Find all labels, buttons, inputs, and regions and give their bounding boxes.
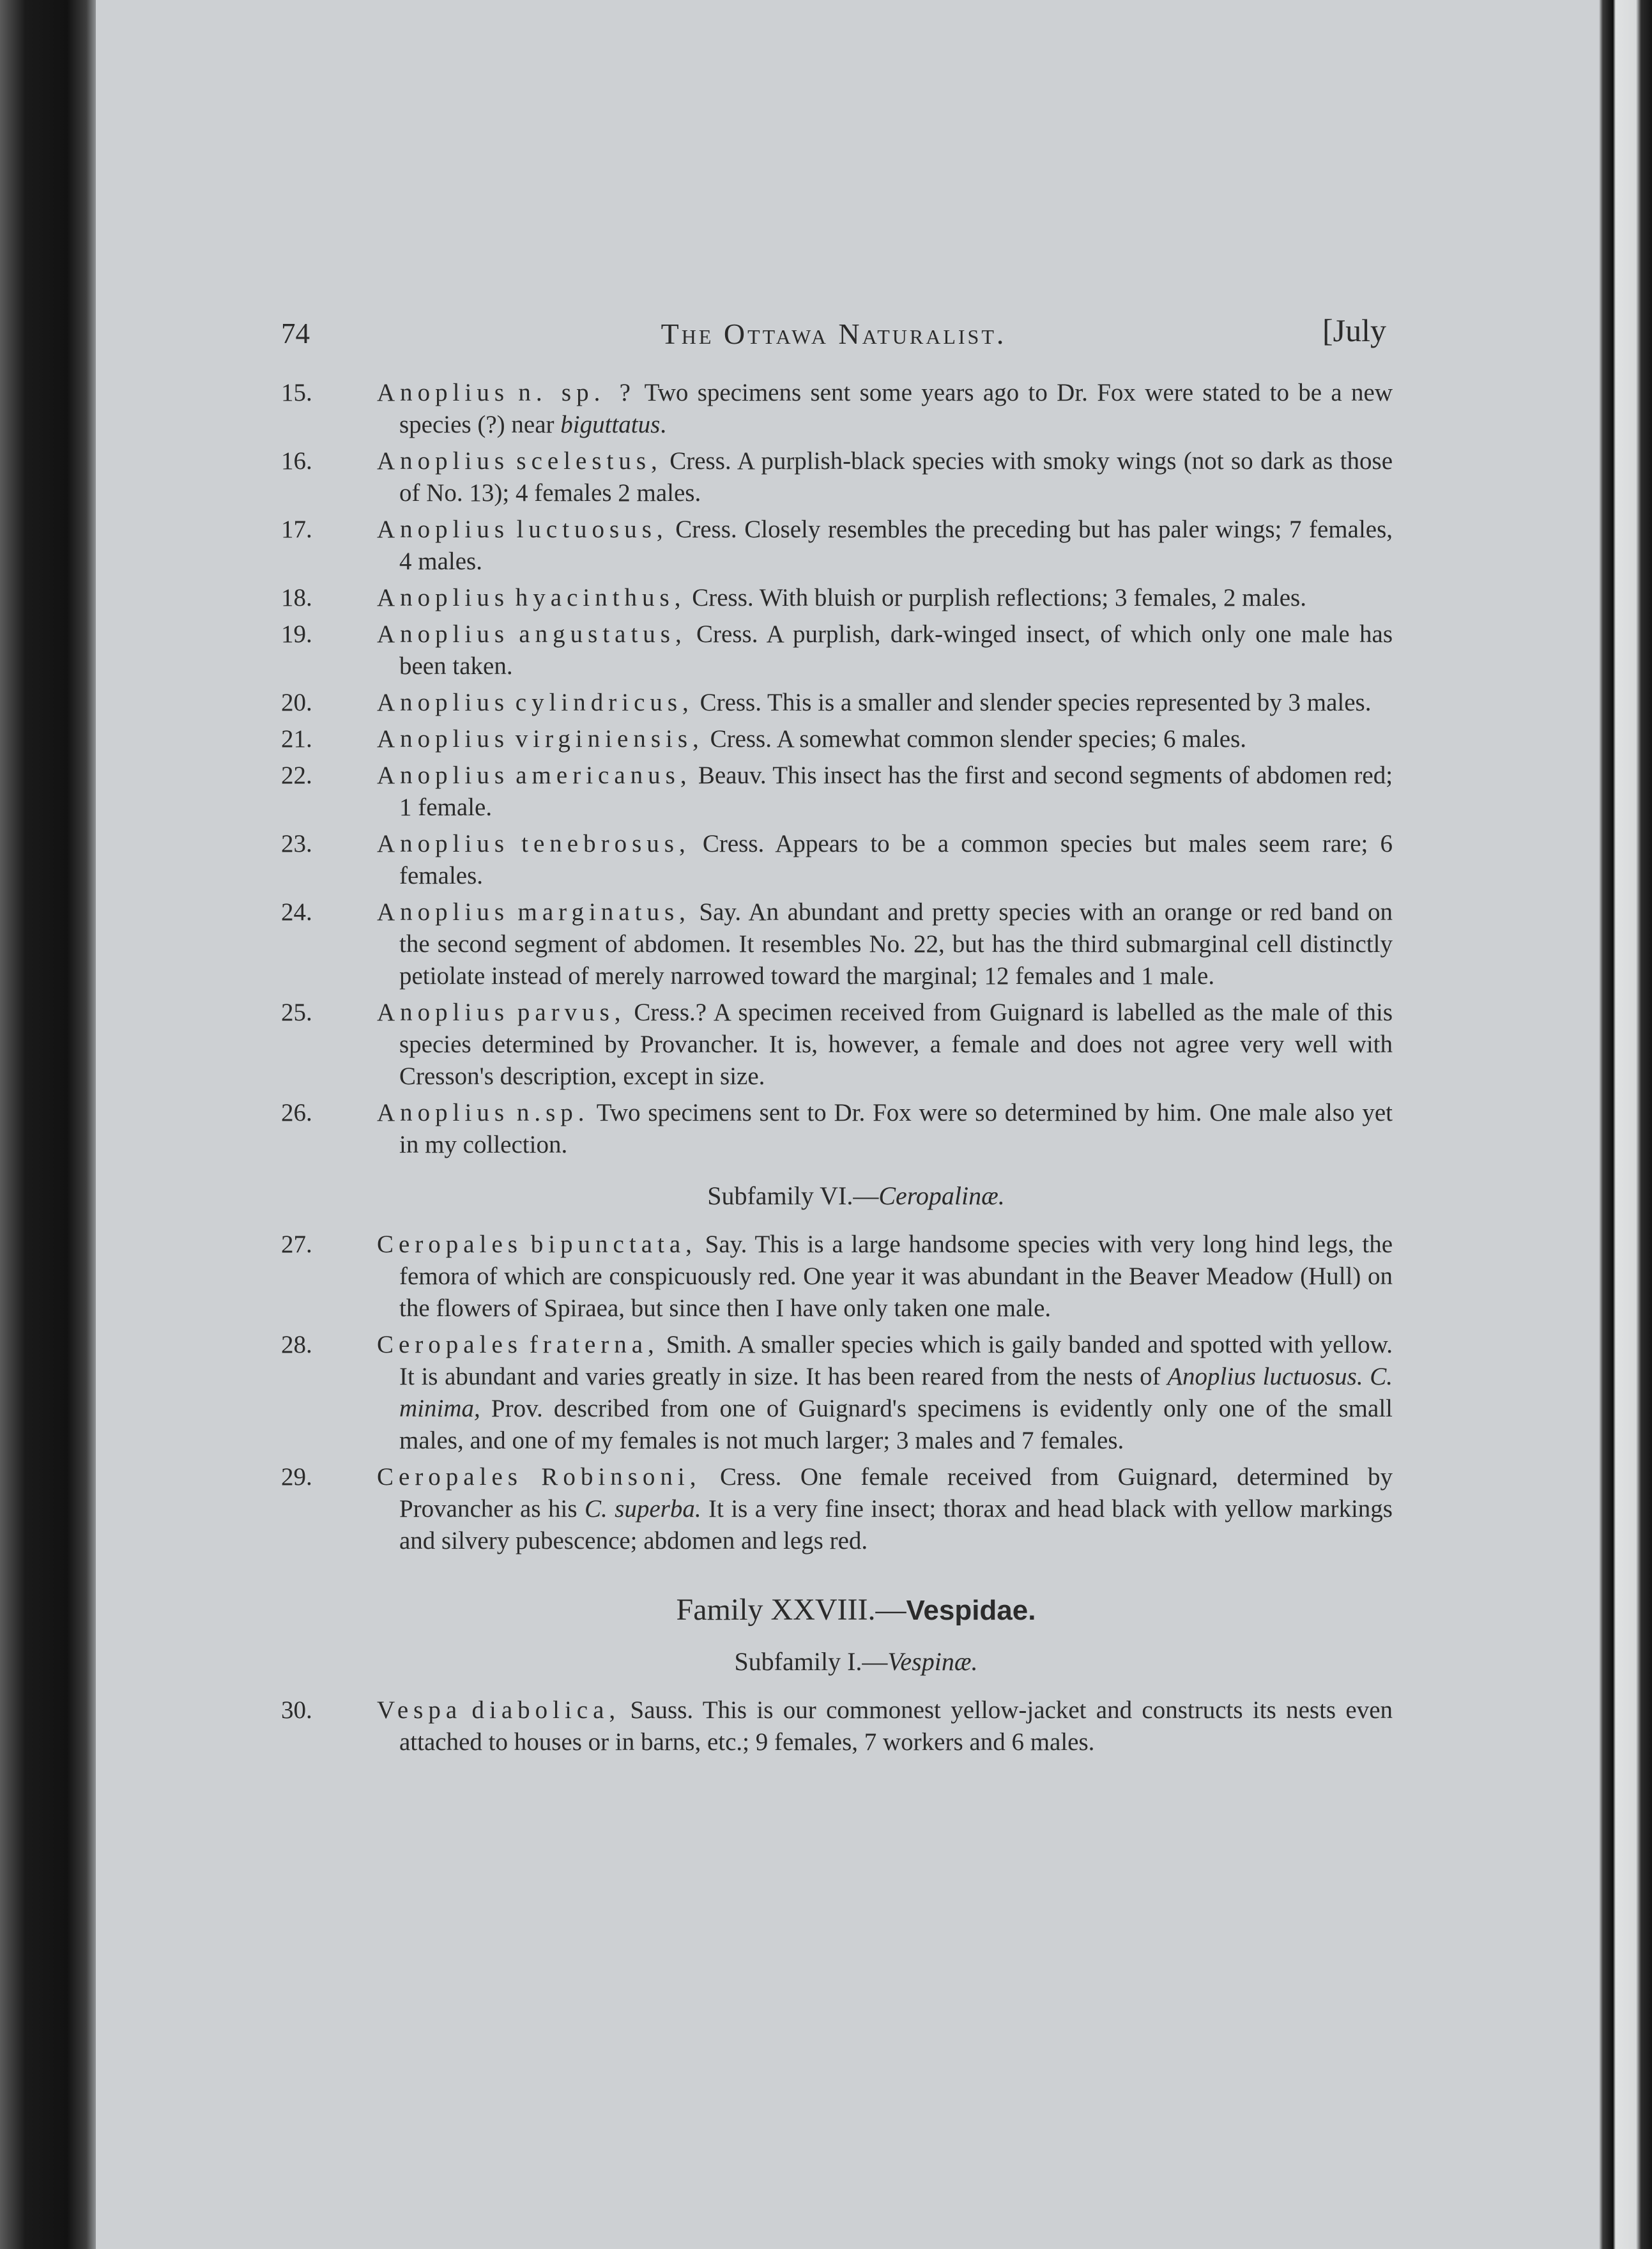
- species: virginiensis,: [515, 725, 704, 753]
- entry-text: [377, 582, 1393, 614]
- genus: Anoplius: [377, 620, 510, 648]
- species: parvus,: [517, 999, 626, 1026]
- description: A specimen received from Guignard is labelled as the male of this species determined by Provancher. It is, however, a female and does not agree very well with Cresson's description, except in size.: [399, 999, 1393, 1090]
- genus: Anoplius: [377, 689, 510, 716]
- entry-number: 20.: [281, 689, 312, 716]
- species: n.sp.: [516, 1099, 590, 1126]
- species: angustatus,: [519, 620, 687, 648]
- entry-number: 27.: [281, 1231, 312, 1258]
- description-italic: C. superba.: [584, 1495, 701, 1523]
- entry-number: 16.: [281, 447, 312, 475]
- subfamily-prefix: Subfamily VI.—: [707, 1181, 879, 1210]
- description: A somewhat common slender species; 6 males.: [776, 725, 1247, 753]
- description: This is a large handsome species with very long hind legs, the femora of which are conspicuously red. One year it was abundant in the Beaver Meadow (Hull) on the flowers of Spiraea, but since then I have only taken one male.: [399, 1231, 1393, 1322]
- description: Two specimens sent some years ago to Dr. Fox were stated to be a new species (?) near: [399, 379, 1393, 438]
- author: Cress.?: [634, 999, 707, 1026]
- description: An abundant and pretty species with an orange or red band on the second segment of abdomen. It resembles No. 22, but has the third submarginal cell distinctly petiolate instead of merely narrowed toward the marginal; 12 females and 1 male.: [399, 898, 1393, 990]
- species: tenebrosus,: [521, 830, 691, 857]
- species: bipunctata,: [530, 1231, 697, 1258]
- entry-17: [281, 514, 1393, 578]
- entry-30: [281, 1694, 1393, 1758]
- entry-text: [377, 1097, 1393, 1161]
- entry-number: 28.: [281, 1331, 312, 1358]
- entry-text: [377, 1329, 1393, 1457]
- genus: Anoplius: [377, 898, 510, 926]
- description: With bluish or purplish reflections; 3 females, 2 males.: [759, 584, 1306, 611]
- entry-text: [377, 514, 1393, 578]
- genus: Anoplius: [377, 999, 510, 1026]
- species: americanus,: [516, 762, 692, 789]
- scan-left-edge: [0, 0, 96, 2249]
- genus: Anoplius: [377, 830, 510, 857]
- genus: Anoplius: [377, 584, 510, 611]
- description: A purplish-black species with smoky wings (not so dark as those of No. 13); 4 females 2 males.: [399, 447, 1393, 507]
- subfamily-heading-vespinae: [281, 1646, 1393, 1678]
- family-heading-vespidae: [281, 1594, 1393, 1627]
- entry-number: 24.: [281, 898, 312, 926]
- entry-24: [281, 896, 1393, 992]
- entry-16: [281, 445, 1393, 509]
- description-end: .: [660, 411, 667, 438]
- description-part-2: It is a very fine insect; thorax and head black with yellow markings and silvery pubescence; abdomen and legs red.: [399, 1495, 1393, 1554]
- species-list: [281, 377, 1393, 1763]
- entry-text: [377, 723, 1393, 755]
- scan-right-edge: [1599, 0, 1652, 2249]
- entry-number: 22.: [281, 762, 312, 789]
- entry-number: 18.: [281, 584, 312, 611]
- journal-title: The Ottawa Naturalist.: [661, 318, 1007, 350]
- author: Sauss.: [630, 1696, 694, 1724]
- subfamily-prefix: Subfamily I.—: [734, 1647, 888, 1676]
- species: Robinsoni,: [541, 1463, 701, 1491]
- author: Say.: [699, 898, 742, 926]
- genus: Ceropales: [377, 1231, 523, 1258]
- entry-text: [377, 828, 1393, 892]
- entry-19: [281, 618, 1393, 682]
- genus: Anoplius: [377, 762, 510, 789]
- anoplius-entries: [281, 377, 1393, 1161]
- entry-26: [281, 1097, 1393, 1161]
- entry-25: [281, 997, 1393, 1093]
- subfamily-name: Ceropalinæ.: [878, 1181, 1005, 1210]
- description: This insect has the first and second segments of abdomen red; 1 female.: [399, 762, 1393, 821]
- family-prefix: Family XXVIII.—: [676, 1593, 906, 1627]
- genus: Anoplius: [377, 379, 510, 406]
- entry-text: [377, 1229, 1393, 1324]
- entry-15: [281, 377, 1393, 441]
- entry-number: 23.: [281, 830, 312, 857]
- entry-20: [281, 687, 1393, 719]
- species: hyacinthus,: [515, 584, 686, 611]
- entry-text: [377, 618, 1393, 682]
- author: Cress.: [710, 725, 772, 753]
- description: This is a smaller and slender species represented by 3 males.: [767, 689, 1372, 716]
- species: scelestus,: [516, 447, 662, 475]
- species: fraterna,: [529, 1331, 659, 1358]
- author: Say.: [705, 1231, 747, 1258]
- entry-text: [377, 760, 1393, 824]
- description: Appears to be a common species but males seem rare; 6 females.: [399, 830, 1393, 889]
- entry-number: 19.: [281, 620, 312, 648]
- subfamily-name: Vespinæ.: [887, 1647, 978, 1676]
- entry-number: 30.: [281, 1696, 312, 1724]
- author: Cress.: [692, 584, 754, 611]
- genus: Ceropales: [377, 1331, 523, 1358]
- page-number: 74: [281, 318, 310, 349]
- entry-number: 29.: [281, 1463, 312, 1491]
- author: Smith.: [666, 1331, 732, 1358]
- author: Cress.: [675, 516, 737, 543]
- description-part-1: One female received from Guignard, determined by Provancher as his: [399, 1463, 1393, 1523]
- entry-text: [377, 687, 1393, 719]
- species: diabolica,: [471, 1696, 621, 1724]
- description: A purplish, dark-winged insect, of which only one male has been taken.: [399, 620, 1393, 680]
- author: Cress.: [702, 830, 765, 857]
- genus: Vespa: [377, 1696, 463, 1724]
- description-part-1: A smaller species which is gaily banded and spotted with yellow. It is abundant and varies greatly in size. It has been reared from the nests of: [399, 1331, 1393, 1390]
- entry-22: [281, 760, 1393, 824]
- entry-number: 25.: [281, 999, 312, 1026]
- genus: Anoplius: [377, 447, 510, 475]
- entry-number: 26.: [281, 1099, 312, 1126]
- entry-text: [377, 896, 1393, 992]
- entry-28: [281, 1329, 1393, 1457]
- entry-number: 21.: [281, 725, 312, 753]
- family-name: Vespidae.: [906, 1595, 1036, 1626]
- genus: Anoplius: [377, 1099, 510, 1126]
- description: Two specimens sent to Dr. Fox were so determined by him. One male also yet in my collection.: [399, 1099, 1393, 1158]
- entry-29: [281, 1461, 1393, 1557]
- species: marginatus,: [517, 898, 691, 926]
- author: Cress.: [669, 447, 731, 475]
- description-part-2: Prov. described from one of Guignard's specimens is evidently only one of the small males, and one of my females is not much larger; 3 males and 7 females.: [399, 1395, 1393, 1454]
- species: luctuosus,: [516, 516, 668, 543]
- author: Cress.: [719, 1463, 782, 1491]
- entry-text: [377, 445, 1393, 509]
- entry-18: [281, 582, 1393, 614]
- page-header: [281, 312, 1386, 363]
- description: Closely resembles the preceding but has paler wings; 7 females, 4 males.: [399, 516, 1393, 575]
- author: Beauv.: [698, 762, 767, 789]
- genus: Ceropales: [377, 1463, 523, 1491]
- entry-text: [377, 377, 1393, 441]
- author: Cress.: [696, 620, 758, 648]
- author: Cress.: [700, 689, 761, 716]
- description-italic: biguttatus: [560, 411, 661, 438]
- entry-number: 17.: [281, 516, 312, 543]
- issue-month: [July: [1322, 312, 1386, 348]
- entry-number: 15.: [281, 379, 312, 406]
- entry-23: [281, 828, 1393, 892]
- entry-text: [377, 1461, 1393, 1557]
- genus: Anoplius: [377, 725, 510, 753]
- species: n. sp. ?: [518, 379, 636, 406]
- subfamily-heading-ceropalinae: [281, 1180, 1393, 1212]
- description: This is our commonest yellow-jacket and constructs its nests even attached to houses or in barns, etc.; 9 females, 7 workers and 6 males.: [399, 1696, 1393, 1756]
- entry-text: [377, 1694, 1393, 1758]
- entry-21: [281, 723, 1393, 755]
- genus: Anoplius: [377, 516, 510, 543]
- entry-text: [377, 997, 1393, 1093]
- description-italic: Anoplius luctuosus. C. minima,: [399, 1363, 1393, 1422]
- species: cylindricus,: [515, 689, 694, 716]
- entry-27: [281, 1229, 1393, 1324]
